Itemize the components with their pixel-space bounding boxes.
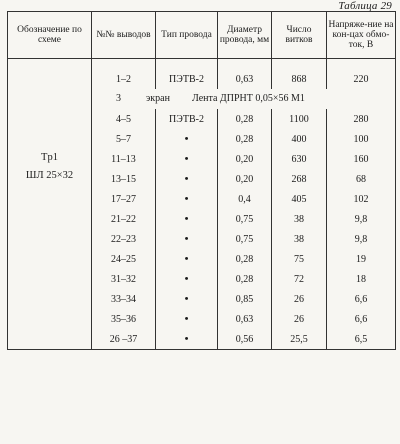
header-wire-type: Тип провода <box>156 12 218 59</box>
cell-terminals: 4–5 <box>92 109 156 129</box>
table-row <box>8 59 396 90</box>
cell-wire-type: • <box>156 189 218 209</box>
header-turns: Число витков <box>272 12 327 59</box>
cell-wire-type: • <box>156 169 218 189</box>
cell-diameter: 0,28 <box>218 269 272 289</box>
cell-diameter: 0,63 <box>218 59 272 90</box>
cell-diameter: 0,20 <box>218 169 272 189</box>
cell-turns: 72 <box>272 269 327 289</box>
cell-diameter: 0,4 <box>218 189 272 209</box>
cell-turns: 38 <box>272 229 327 249</box>
cell-terminals: 17–27 <box>92 189 156 209</box>
cell-terminals: 24–25 <box>92 249 156 269</box>
header-terminals: №№ выводов <box>92 12 156 59</box>
cell-terminals: 13–15 <box>92 169 156 189</box>
cell-turns: 268 <box>272 169 327 189</box>
cell-turns: 1100 <box>272 109 327 129</box>
cell-voltage: 9,8 <box>327 229 396 249</box>
cell-wire-type: • <box>156 129 218 149</box>
designation-ref: Tp1 <box>41 152 58 163</box>
cell-voltage: 280 <box>327 109 396 129</box>
cell-voltage: 6,6 <box>327 309 396 329</box>
cell-terminals: 31–32 <box>92 269 156 289</box>
cell-turns: 868 <box>272 59 327 90</box>
cell-wire-type: • <box>156 229 218 249</box>
cell-wire-type: • <box>156 149 218 169</box>
cell-diameter: 0,28 <box>218 249 272 269</box>
cell-terminals: 1–2 <box>92 59 156 90</box>
cell-wire-type: • <box>156 289 218 309</box>
cell-voltage: 100 <box>327 129 396 149</box>
cell-turns: 38 <box>272 209 327 229</box>
cell-terminals: 11–13 <box>92 149 156 169</box>
cell-diameter: 0,85 <box>218 289 272 309</box>
cell-voltage: 6,5 <box>327 329 396 350</box>
cell-wire-type: • <box>156 309 218 329</box>
cell-wire-type: • <box>156 209 218 229</box>
cell-terminals: 21–22 <box>92 209 156 229</box>
cell-voltage: 220 <box>327 59 396 90</box>
cell-diameter: 0,75 <box>218 229 272 249</box>
header-designation: Обозначение по схеме <box>8 12 92 59</box>
shield-description: Лента ДПРНТ 0,05×56 М1 <box>192 93 305 104</box>
cell-wire-type: • <box>156 269 218 289</box>
cell-diameter: 0,63 <box>218 309 272 329</box>
cell-turns: 405 <box>272 189 327 209</box>
cell-diameter: 0,28 <box>218 129 272 149</box>
cell-turns: 400 <box>272 129 327 149</box>
cell-diameter: 0,28 <box>218 109 272 129</box>
shield-terminals: 3 <box>116 93 121 104</box>
cell-diameter: 0,20 <box>218 149 272 169</box>
header-diameter: Диаметр провода, мм <box>218 12 272 59</box>
winding-table <box>7 11 396 350</box>
cell-voltage: 102 <box>327 189 396 209</box>
cell-terminals: 26 –37 <box>92 329 156 350</box>
cell-voltage: 19 <box>327 249 396 269</box>
cell-wire-type: ПЭТВ-2 <box>156 59 218 90</box>
cell-turns: 75 <box>272 249 327 269</box>
cell-terminals: 33–34 <box>92 289 156 309</box>
cell-turns: 25,5 <box>272 329 327 350</box>
cell-turns: 26 <box>272 309 327 329</box>
cell-wire-type: • <box>156 329 218 350</box>
designation-cell <box>8 59 92 350</box>
cell-wire-type: ПЭТВ-2 <box>156 109 218 129</box>
cell-wire-type: • <box>156 249 218 269</box>
cell-voltage: 160 <box>327 149 396 169</box>
cell-voltage: 6,6 <box>327 289 396 309</box>
cell-voltage: 9,8 <box>327 209 396 229</box>
shield-word: экран <box>146 93 170 104</box>
designation-core: ШЛ 25×32 <box>25 170 74 181</box>
cell-turns: 26 <box>272 289 327 309</box>
header-voltage: Напряже-ние на кон-цах обмо-ток, В <box>327 12 396 59</box>
table-caption: Таблица 29 <box>338 0 392 12</box>
cell-diameter: 0,75 <box>218 209 272 229</box>
cell-terminals: 22–23 <box>92 229 156 249</box>
table-body <box>8 59 396 350</box>
table-header <box>8 12 396 59</box>
cell-diameter: 0,56 <box>218 329 272 350</box>
cell-turns: 630 <box>272 149 327 169</box>
cell-voltage: 18 <box>327 269 396 289</box>
cell-terminals: 5–7 <box>92 129 156 149</box>
cell-terminals: 35–36 <box>92 309 156 329</box>
cell-voltage: 68 <box>327 169 396 189</box>
